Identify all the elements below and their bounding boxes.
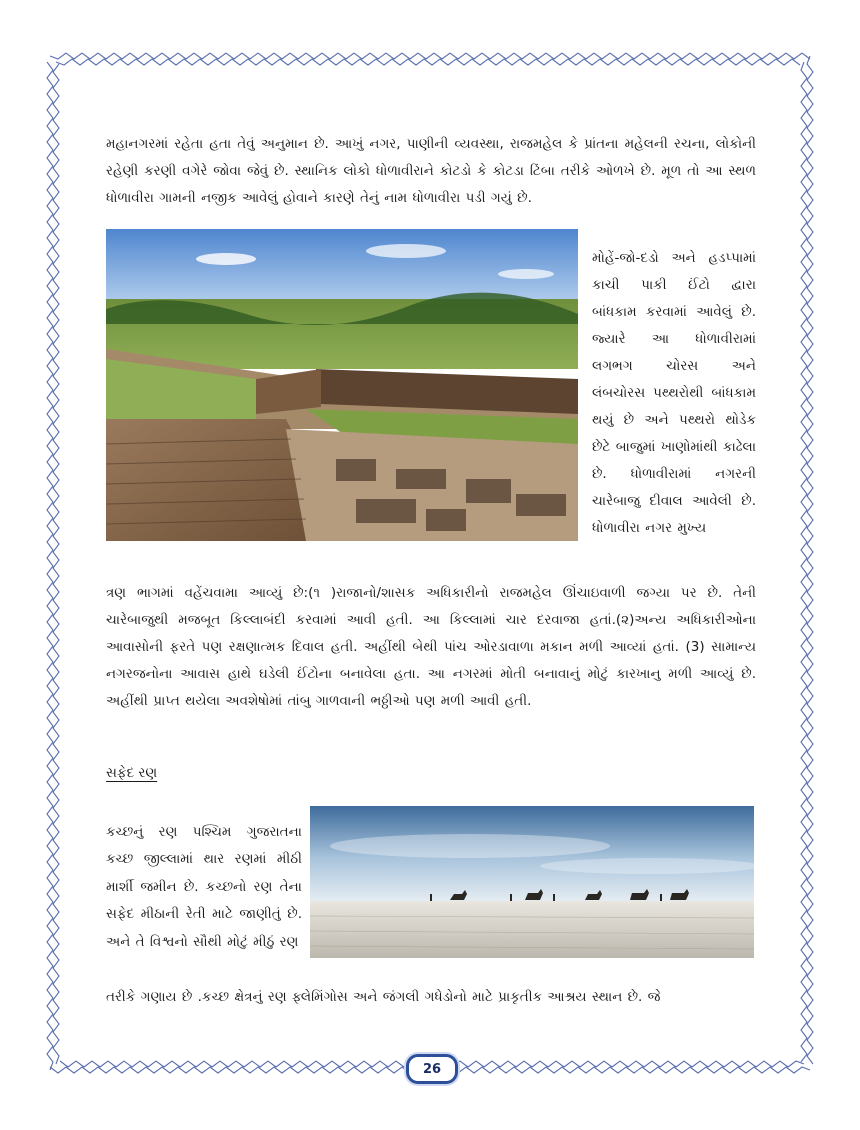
paragraph-side: મોહેં-જો-દડો અને હડપ્પામાં કાચી પાકી ઈંટો દ્વારા બાંધકામ કરવામાં આવેલું છે. જ્યારે આ ધોળાવીરામાં લગભગ ચોરસ અને લંબચોરસ પથ્થરોથી બાંધકામ થયું છે અને પથ્થરો થોડેક છેટે બાજુમાં ખાણોમાંથી કાઢેલા છે. ધોળાવીરામાં નગરની ચારેબાજુ દીવાલ આવેલી છે. ધોળાવીરા નગર મુખ્ય [592,249,756,536]
paragraph-intro: મહાનગરમાં રહેતા હતા તેવું અનુમાન છે. આખું નગર, પાણીની વ્યવસ્થા, રાજમહેલ કે પ્રાંતના મહેલની રચના, લોકોની રહેણી કરણી વગેરે જોવા જેવું છે. સ્થાનિક લોકો ધોળાવીરાને કોટડો કે કોટડા ટિંબા તરીકે ઓળખે છે. મૂળ તો આ સ્થળ ધોળાવીરા ગામની નજીક આવેલું હોવાને કારણે તેનું નામ ધોળાવીરા પડી ગયું છે. [106,135,756,206]
page-number-badge: 26 [406,1054,458,1084]
dholavira-ruins-photo [106,229,578,541]
white-rann-photo [310,806,754,958]
paragraph-last: તરીકે ગણાય છે .કચ્છ ક્ષેત્રનું રણ ફ્લેમિંગોસ અને જંગલી ગધેડોનો માટે પ્રાકૃતીક આશ્રય સ્થાન છે. જે [106,988,661,1005]
paragraph-main: ત્રણ ભાગમાં વહેંચવામા આવ્યું છે:(૧ )રાજાનો/શાસક અધિકારીનો રાજમહેલ ઊંચાઇવાળી જગ્યા પર છે. તેની ચારેબાજુથી મજબૂત કિલ્લાબંદી કરવામાં આવી હતી. આ કિલ્લામાં ચાર દરવાજા હતાં.(૨)અન્ય અધિકારીઓના આવાસોની ફરતે પણ રક્ષણાત્મક દિવાલ હતી. અહીંથી બેથી પાંચ ઓરડાવાળા મકાન મળી આવ્યાં હતાં. (3) સામાન્ય નગરજનોના આવાસ હાથે ઘડેલી ઈંટોના બનાવેલા હતા. આ નગરમાં મોતી બનાવાનું મોટું કારખાનુ મળી આવ્યું છે. અહીંથી પ્રાપ્ત થયેલા અવશેષોમાં તાંબુ ગાળવાની ભઠ્ઠીઓ પણ મળી આવી હતી. [106,584,756,709]
section-heading: સફેદ રણ [106,765,158,781]
paragraph-rann: કચ્છનું રણ પશ્ચિમ ગુજરાતના કચ્છ જીલ્લામાં થાર રણમાં મીઠી માર્શી જમીન છે. કચ્છનો રણ તેના સફેદ મીઠાની રેતી માટે જાણીતું છે. અને તે વિશ્વનો સૌથી મોટું મીઠું રણ [106,823,302,950]
